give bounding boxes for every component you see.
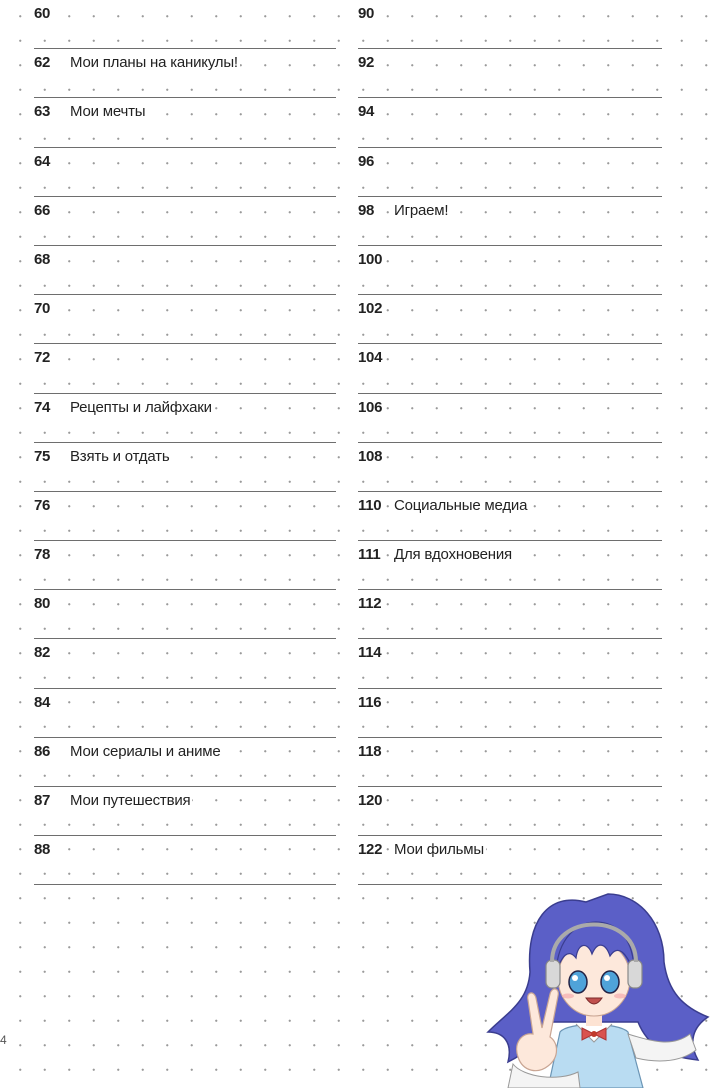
toc-entry (34, 197, 336, 246)
toc-entry (34, 738, 336, 787)
toc-page-number: 120 (358, 792, 383, 809)
toc-title: Мои сериалы и аниме (70, 742, 221, 760)
toc-title: Для вдохновения (394, 546, 512, 564)
toc-entry (34, 639, 336, 688)
toc-page-number: 72 (34, 349, 51, 367)
toc-page-number: 96 (358, 152, 375, 170)
toc-entry (358, 98, 662, 147)
toc-page-number: 118 (358, 742, 382, 760)
toc-page-number: 104 (358, 349, 383, 367)
toc-title: Взять и отдать (70, 447, 170, 465)
toc-entry (34, 246, 336, 295)
toc-entry (358, 492, 662, 541)
toc-entry (358, 148, 662, 197)
toc-page-number: 114 (358, 644, 382, 662)
toc-page-number: 76 (34, 496, 51, 514)
toc-page-number: 108 (358, 447, 383, 465)
toc-page-number: 70 (34, 300, 51, 318)
toc-right-column (358, 0, 662, 885)
toc-page-number: 74 (34, 398, 51, 416)
toc-entry (34, 541, 336, 590)
toc-title: Социальные медиа (394, 496, 528, 514)
toc-page-number: 78 (34, 546, 51, 564)
toc-left-column (34, 0, 336, 885)
toc-page-number: 116 (358, 693, 382, 711)
toc-entry (358, 344, 662, 393)
toc-entry (358, 197, 662, 246)
toc-page-number: 86 (34, 742, 51, 760)
toc-page-number: 80 (34, 595, 51, 613)
toc-entry (358, 443, 662, 492)
toc-entry (358, 541, 662, 590)
toc-page-number: 84 (34, 693, 51, 711)
toc-page-number: 62 (34, 54, 51, 72)
toc-entry (34, 787, 336, 836)
toc-entry (34, 344, 336, 393)
toc-page-number: 75 (34, 447, 51, 465)
toc-title: Мои мечты (70, 103, 146, 121)
toc-page-number: 60 (34, 5, 51, 22)
toc-page-number: 102 (358, 300, 383, 318)
toc-page-number: 92 (358, 54, 375, 72)
toc-page-number: 110 (358, 496, 382, 514)
toc-entry (358, 787, 662, 836)
toc-entry (358, 689, 662, 738)
toc-page-number: 87 (34, 792, 51, 809)
toc-entry (34, 394, 336, 443)
toc-entry (358, 639, 662, 688)
toc-page-number: 106 (358, 398, 383, 416)
toc-entry (34, 148, 336, 197)
toc-entry (358, 590, 662, 639)
toc-title: Мои фильмы (394, 841, 484, 859)
toc-page-number: 94 (358, 103, 375, 121)
toc-entry (34, 836, 336, 885)
toc-title: Мои путешествия (70, 792, 191, 809)
toc-page-number: 66 (34, 201, 51, 219)
toc-entry (34, 49, 336, 98)
toc-page-number: 88 (34, 841, 51, 859)
toc-title: Рецепты и лайфхаки (70, 398, 212, 416)
toc-entry (358, 0, 662, 49)
toc-entry (358, 738, 662, 787)
toc-entry (34, 295, 336, 344)
toc-page-number: 98 (358, 201, 375, 219)
toc-entry (358, 49, 662, 98)
toc-entry (358, 295, 662, 344)
toc-entry (34, 689, 336, 738)
toc-page-number: 64 (34, 152, 51, 170)
toc-page-number: 111 (358, 546, 381, 564)
toc-title: Играем! (394, 201, 449, 219)
toc-entry (34, 590, 336, 639)
toc-entry (34, 443, 336, 492)
toc-entry (358, 394, 662, 443)
page-number: 4 (0, 1033, 7, 1047)
toc-page-number: 90 (358, 5, 375, 22)
toc-entry (34, 0, 336, 49)
toc-entry (34, 492, 336, 541)
anime-girl-illustration (468, 882, 714, 1088)
toc-entry (358, 836, 662, 885)
toc-entry (358, 246, 662, 295)
toc-title: Мои планы на каникулы! (70, 54, 238, 72)
toc-page-number: 100 (358, 250, 383, 268)
toc-page-number: 63 (34, 103, 51, 121)
toc-page-number: 68 (34, 250, 51, 268)
toc-page-number: 82 (34, 644, 51, 662)
toc-page-number: 122 (358, 841, 383, 859)
toc-entry (34, 98, 336, 147)
toc-page-number: 112 (358, 595, 382, 613)
